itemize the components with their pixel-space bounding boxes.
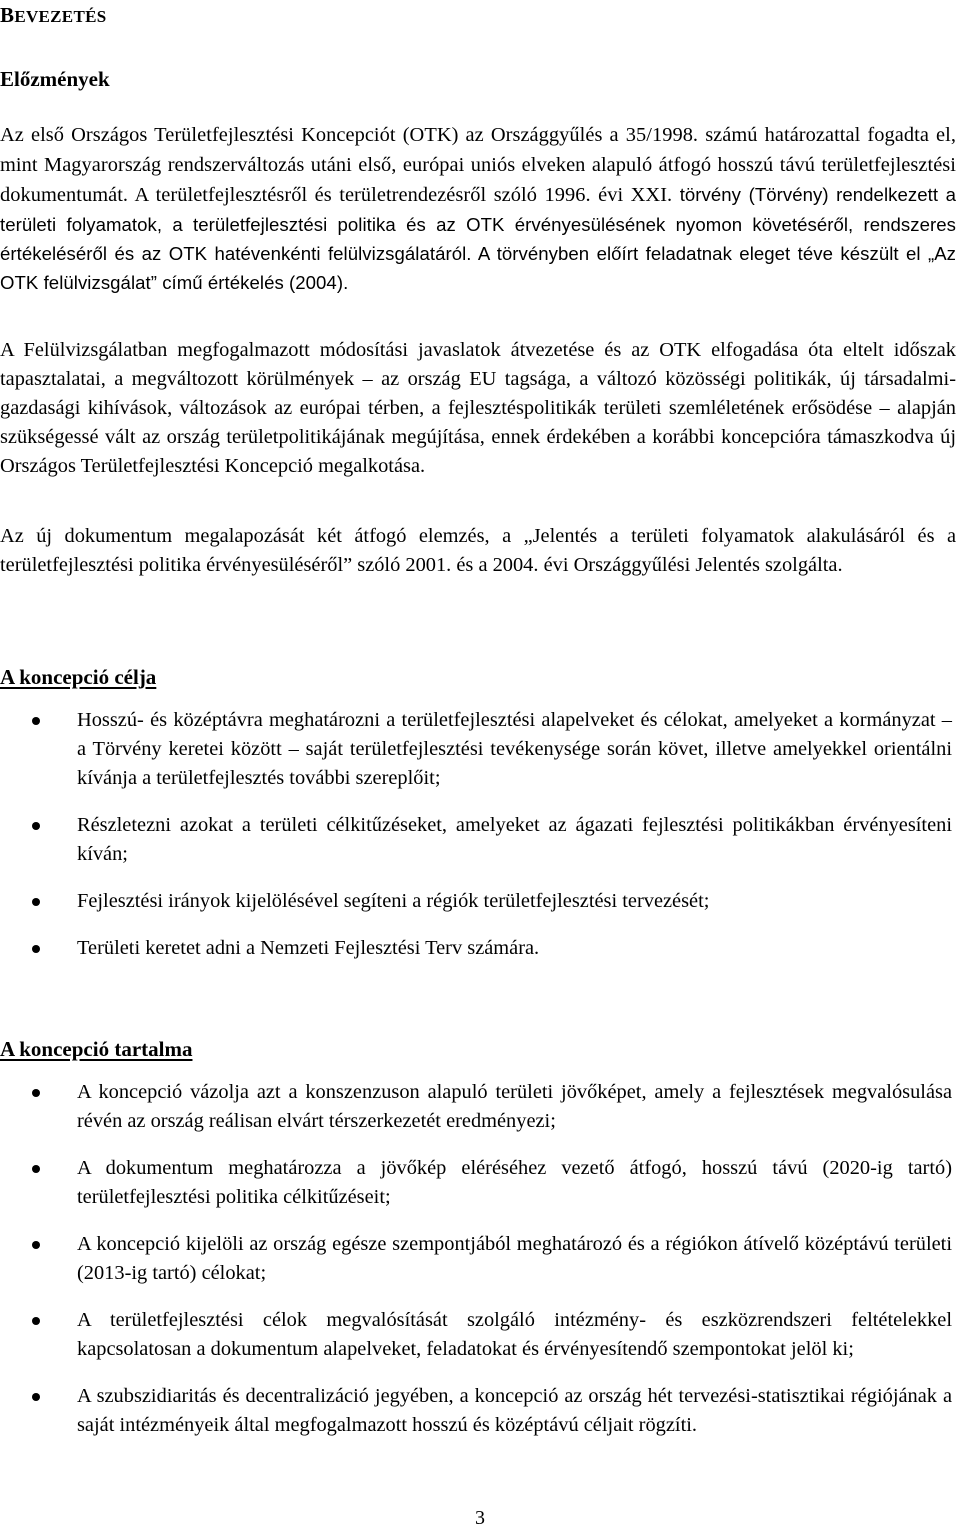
list-item	[0, 1382, 952, 1440]
list-item	[0, 811, 952, 869]
list-item-text: A koncepció kijelöli az ország egésze szempontjából meghatározó és a régiókon átívelő középtávú területi (2013-ig tartó) célokat;	[77, 1233, 952, 1284]
list-item	[0, 706, 952, 793]
bullet-icon	[32, 717, 40, 725]
bullet-icon	[32, 945, 40, 953]
subsection-title: Előzmények	[0, 67, 110, 91]
bullet-icon	[32, 822, 40, 830]
list-item-text: Területi keretet adni a Nemzeti Fejlesztési Terv számára.	[77, 937, 540, 959]
list-item	[0, 887, 952, 916]
list-item-text: Hosszú- és középtávra meghatározni a területfejlesztési alapelveket és célokat, amelyeket a kormányzat – a Törvény keretei között – saját területfejlesztési tevékenysége során követ, illetve amelyekkel orientálni kívánja a területfejlesztés további szereplőit;	[77, 709, 952, 789]
intro-lead: Az első Országos Területfejlesztési Koncepciót (OTK) az Országgyűlés a 35/1998. számú határozattal fogadta el, mint Magyarország rendszerváltozás utáni első, európai uniós elveken alapuló átfogó hosszú távú területfejlesztési dokumentumát. A területfejlesztésről és területrendezésről szóló 1996. évi XXI.	[0, 124, 956, 206]
bullet-icon	[32, 1089, 40, 1097]
document-title	[0, 0, 106, 32]
list-item	[0, 934, 952, 963]
section-goal-title: A koncepció célja	[0, 665, 157, 689]
list-item-text: Részletezni azokat a területi célkitűzéseket, amelyeket az ágazati fejlesztési politikákban érvényesíteni kíván;	[77, 814, 952, 865]
list-item-text: A koncepció vázolja azt a konszenzuson alapuló területi jövőképet, amely a fejlesztések megvalósulása révén az ország reálisan elvárt térszerkezetét eredményezi;	[77, 1081, 952, 1132]
list-item-text: A területfejlesztési célok megvalósítását szolgáló intézmény- és eszközrendszeri feltételekkel kapcsolatosan a dokumentum alapelveket, feladatokat és érvényesítendő szempontokat jelöl ki;	[77, 1309, 952, 1360]
intro-tail: törvény (Törvény) rendelkezett a területi folyamatok, a területfejlesztési politika és az OTK érvényesülésének nyomon követéséről, rendszeres értékeléséről és az OTK hatévenkénti felülvizsgálatáról. A törvényben előírt feladatnak eleget téve készült el „Az OTK felülvizsgálat” című értékelés (2004).	[0, 184, 956, 293]
paragraph-foundation: Az új dokumentum megalapozását két átfogó elemzés, a „Jelentés a területi folyamatok alakulásáról és a területfejlesztési politika érvényesüléséről” szóló 2001. és a 2004. évi Országgyűlési Jelentés szolgálta.	[0, 525, 956, 576]
bullet-icon	[32, 898, 40, 906]
section-content-title: A koncepció tartalma	[0, 1037, 193, 1061]
bullet-icon	[32, 1317, 40, 1325]
list-item-text: A szubszidiaritás és decentralizáció jegyében, a koncepció az ország hét tervezési-statisztikai régiójának a saját intézményeik által megfogalmazott hosszú és középtávú céljait rögzíti.	[77, 1385, 952, 1436]
paragraph-revision: A Felülvizsgálatban megfogalmazott módosítási javaslatok átvezetése és az OTK elfogadása óta eltelt időszak tapasztalatai, a megváltozott körülmények – az ország EU tagsága, a változó közösségi politikák, új társadalmi-gazdasági kihívások, változások az európai térben, a fejlesztéspolitikák területi szemléletének erősödése – alapján szükségessé vált az ország területpolitikájának megújítása, ennek érdekében a korábbi koncepcióra támaszkodva új Országos Területfejlesztési Koncepció megalkotása.	[0, 339, 956, 477]
list-item-text: Fejlesztési irányok kijelölésével segíteni a régiók területfejlesztési tervezését;	[77, 890, 710, 912]
title-rest: EVEZETÉS	[14, 7, 107, 26]
list-item	[0, 1230, 952, 1288]
goal-list	[0, 706, 952, 963]
bullet-icon	[32, 1241, 40, 1249]
list-item-text: A dokumentum meghatározza a jövőkép eléréséhez vezető átfogó, hosszú távú (2020-ig tartó) területfejlesztési politika célkitűzéseit;	[77, 1157, 952, 1208]
page-number: 3	[475, 1507, 485, 1529]
bullet-icon	[32, 1393, 40, 1401]
bullet-icon	[32, 1165, 40, 1173]
intro-paragraph	[0, 120, 956, 297]
title-first-letter: B	[0, 3, 15, 27]
list-item	[0, 1306, 952, 1364]
list-item	[0, 1154, 952, 1212]
list-item	[0, 1078, 952, 1136]
content-list	[0, 1078, 952, 1440]
